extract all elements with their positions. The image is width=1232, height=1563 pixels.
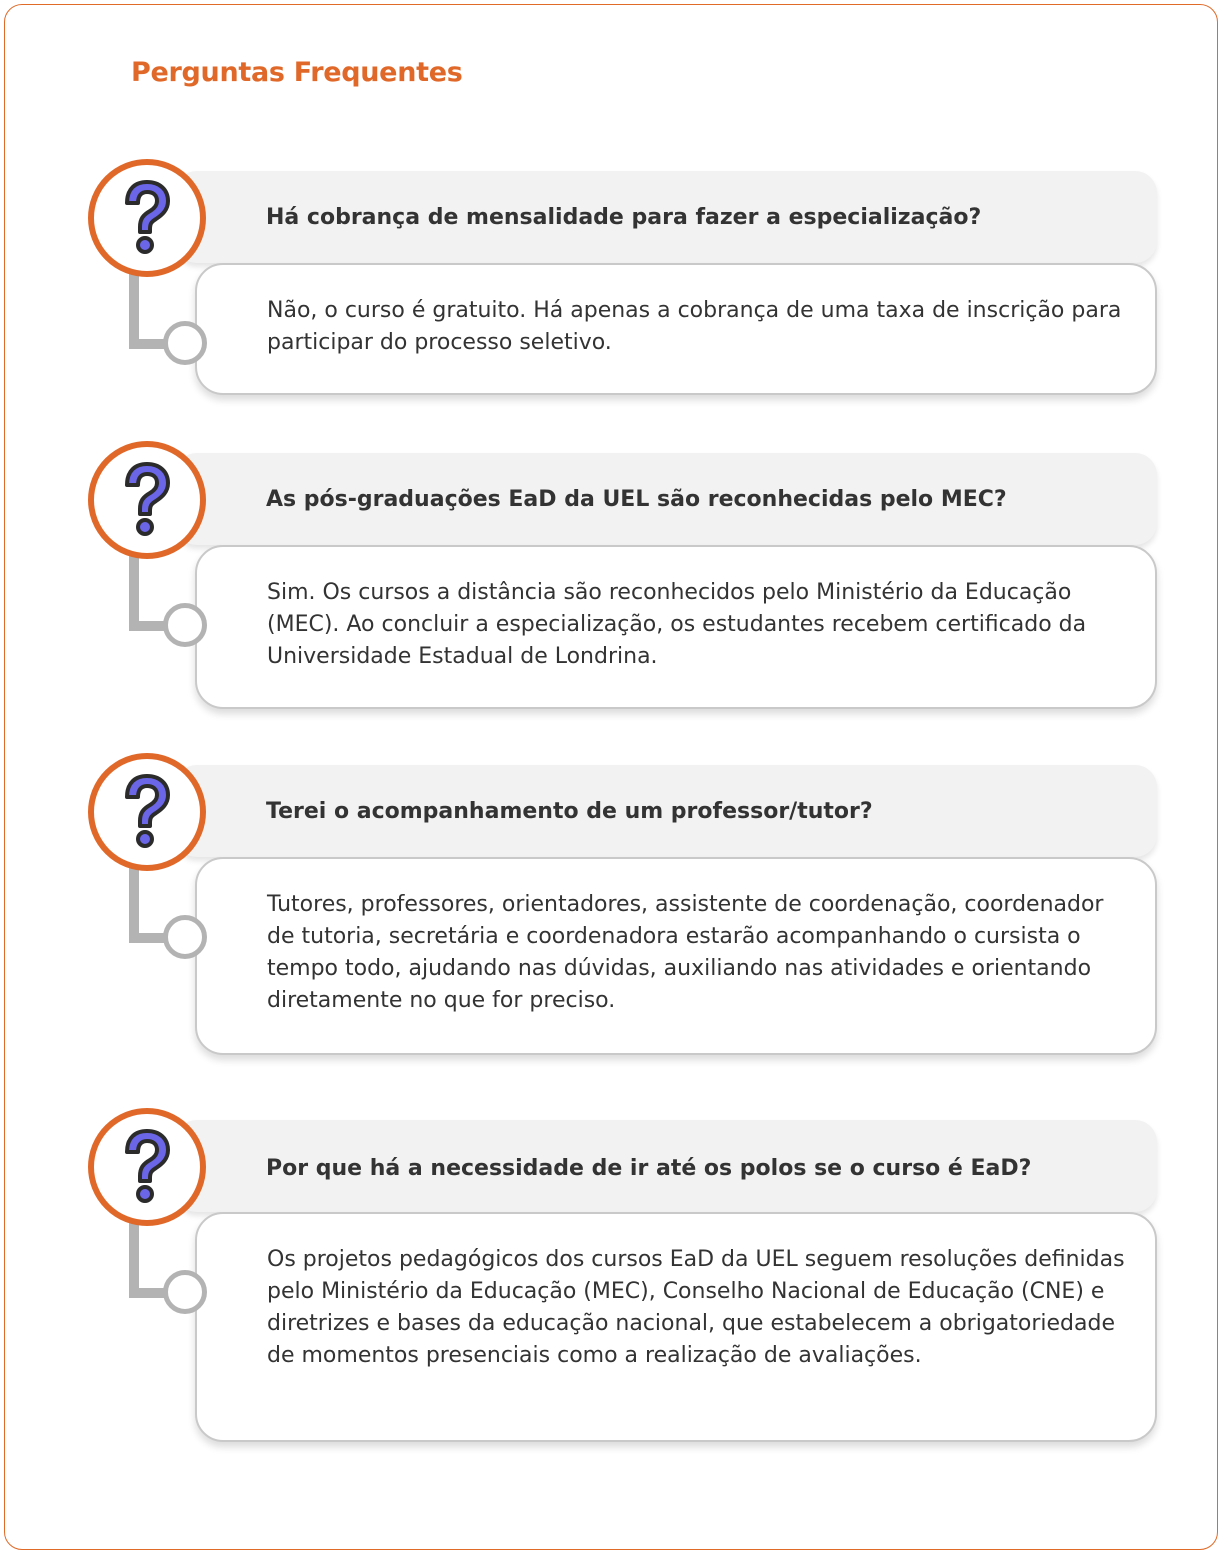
answer-text: Tutores, professores, orientadores, assistente de coordenação, coordenador de tutoria, secretária e coordenadora estarão acompanhando o cursista o tempo todo, ajudando nas dúvidas, auxiliando nas atividades e orientando diretamente no que for preciso. [267, 892, 1104, 1013]
answer-box [195, 857, 1157, 1055]
connector-node [163, 603, 207, 647]
question-text: Por que há a necessidade de ir até os polos se o curso é EaD? [266, 1156, 1032, 1181]
question-mark-icon [88, 1108, 206, 1226]
faq-item [0, 753, 1232, 1058]
question-mark-icon [88, 753, 206, 871]
question-text: As pós-graduações EaD da UEL são reconhecidas pelo MEC? [266, 487, 1007, 512]
faq-item [0, 159, 1232, 399]
answer-box [195, 545, 1157, 709]
page-title: Perguntas Frequentes [131, 57, 463, 88]
connector-node [163, 915, 207, 959]
answer-text: Os projetos pedagógicos dos cursos EaD da UEL seguem resoluções definidas pelo Ministério da Educação (MEC), Conselho Nacional de Educação (CNE) e diretrizes e bases da educação nacional, que estabelecem a obrigatoriedade de momentos presenciais como a realização de avaliações. [267, 1247, 1125, 1368]
question-text: Terei o acompanhamento de um professor/tutor? [266, 799, 873, 824]
question-mark-icon [88, 159, 206, 277]
question-text: Há cobrança de mensalidade para fazer a especialização? [266, 205, 982, 230]
question-mark-icon [88, 441, 206, 559]
connector-node [163, 321, 207, 365]
connector-node [163, 1270, 207, 1314]
faq-item [0, 441, 1232, 711]
faq-item [0, 1108, 1232, 1448]
answer-box [195, 1212, 1157, 1442]
answer-text: Não, o curso é gratuito. Há apenas a cobrança de uma taxa de inscrição para participar do processo seletivo. [267, 298, 1122, 355]
answer-text: Sim. Os cursos a distância são reconhecidos pelo Ministério da Educação (MEC). Ao concluir a especialização, os estudantes recebem certificado da Universidade Estadual de Londrina. [267, 580, 1087, 669]
answer-box [195, 263, 1157, 395]
